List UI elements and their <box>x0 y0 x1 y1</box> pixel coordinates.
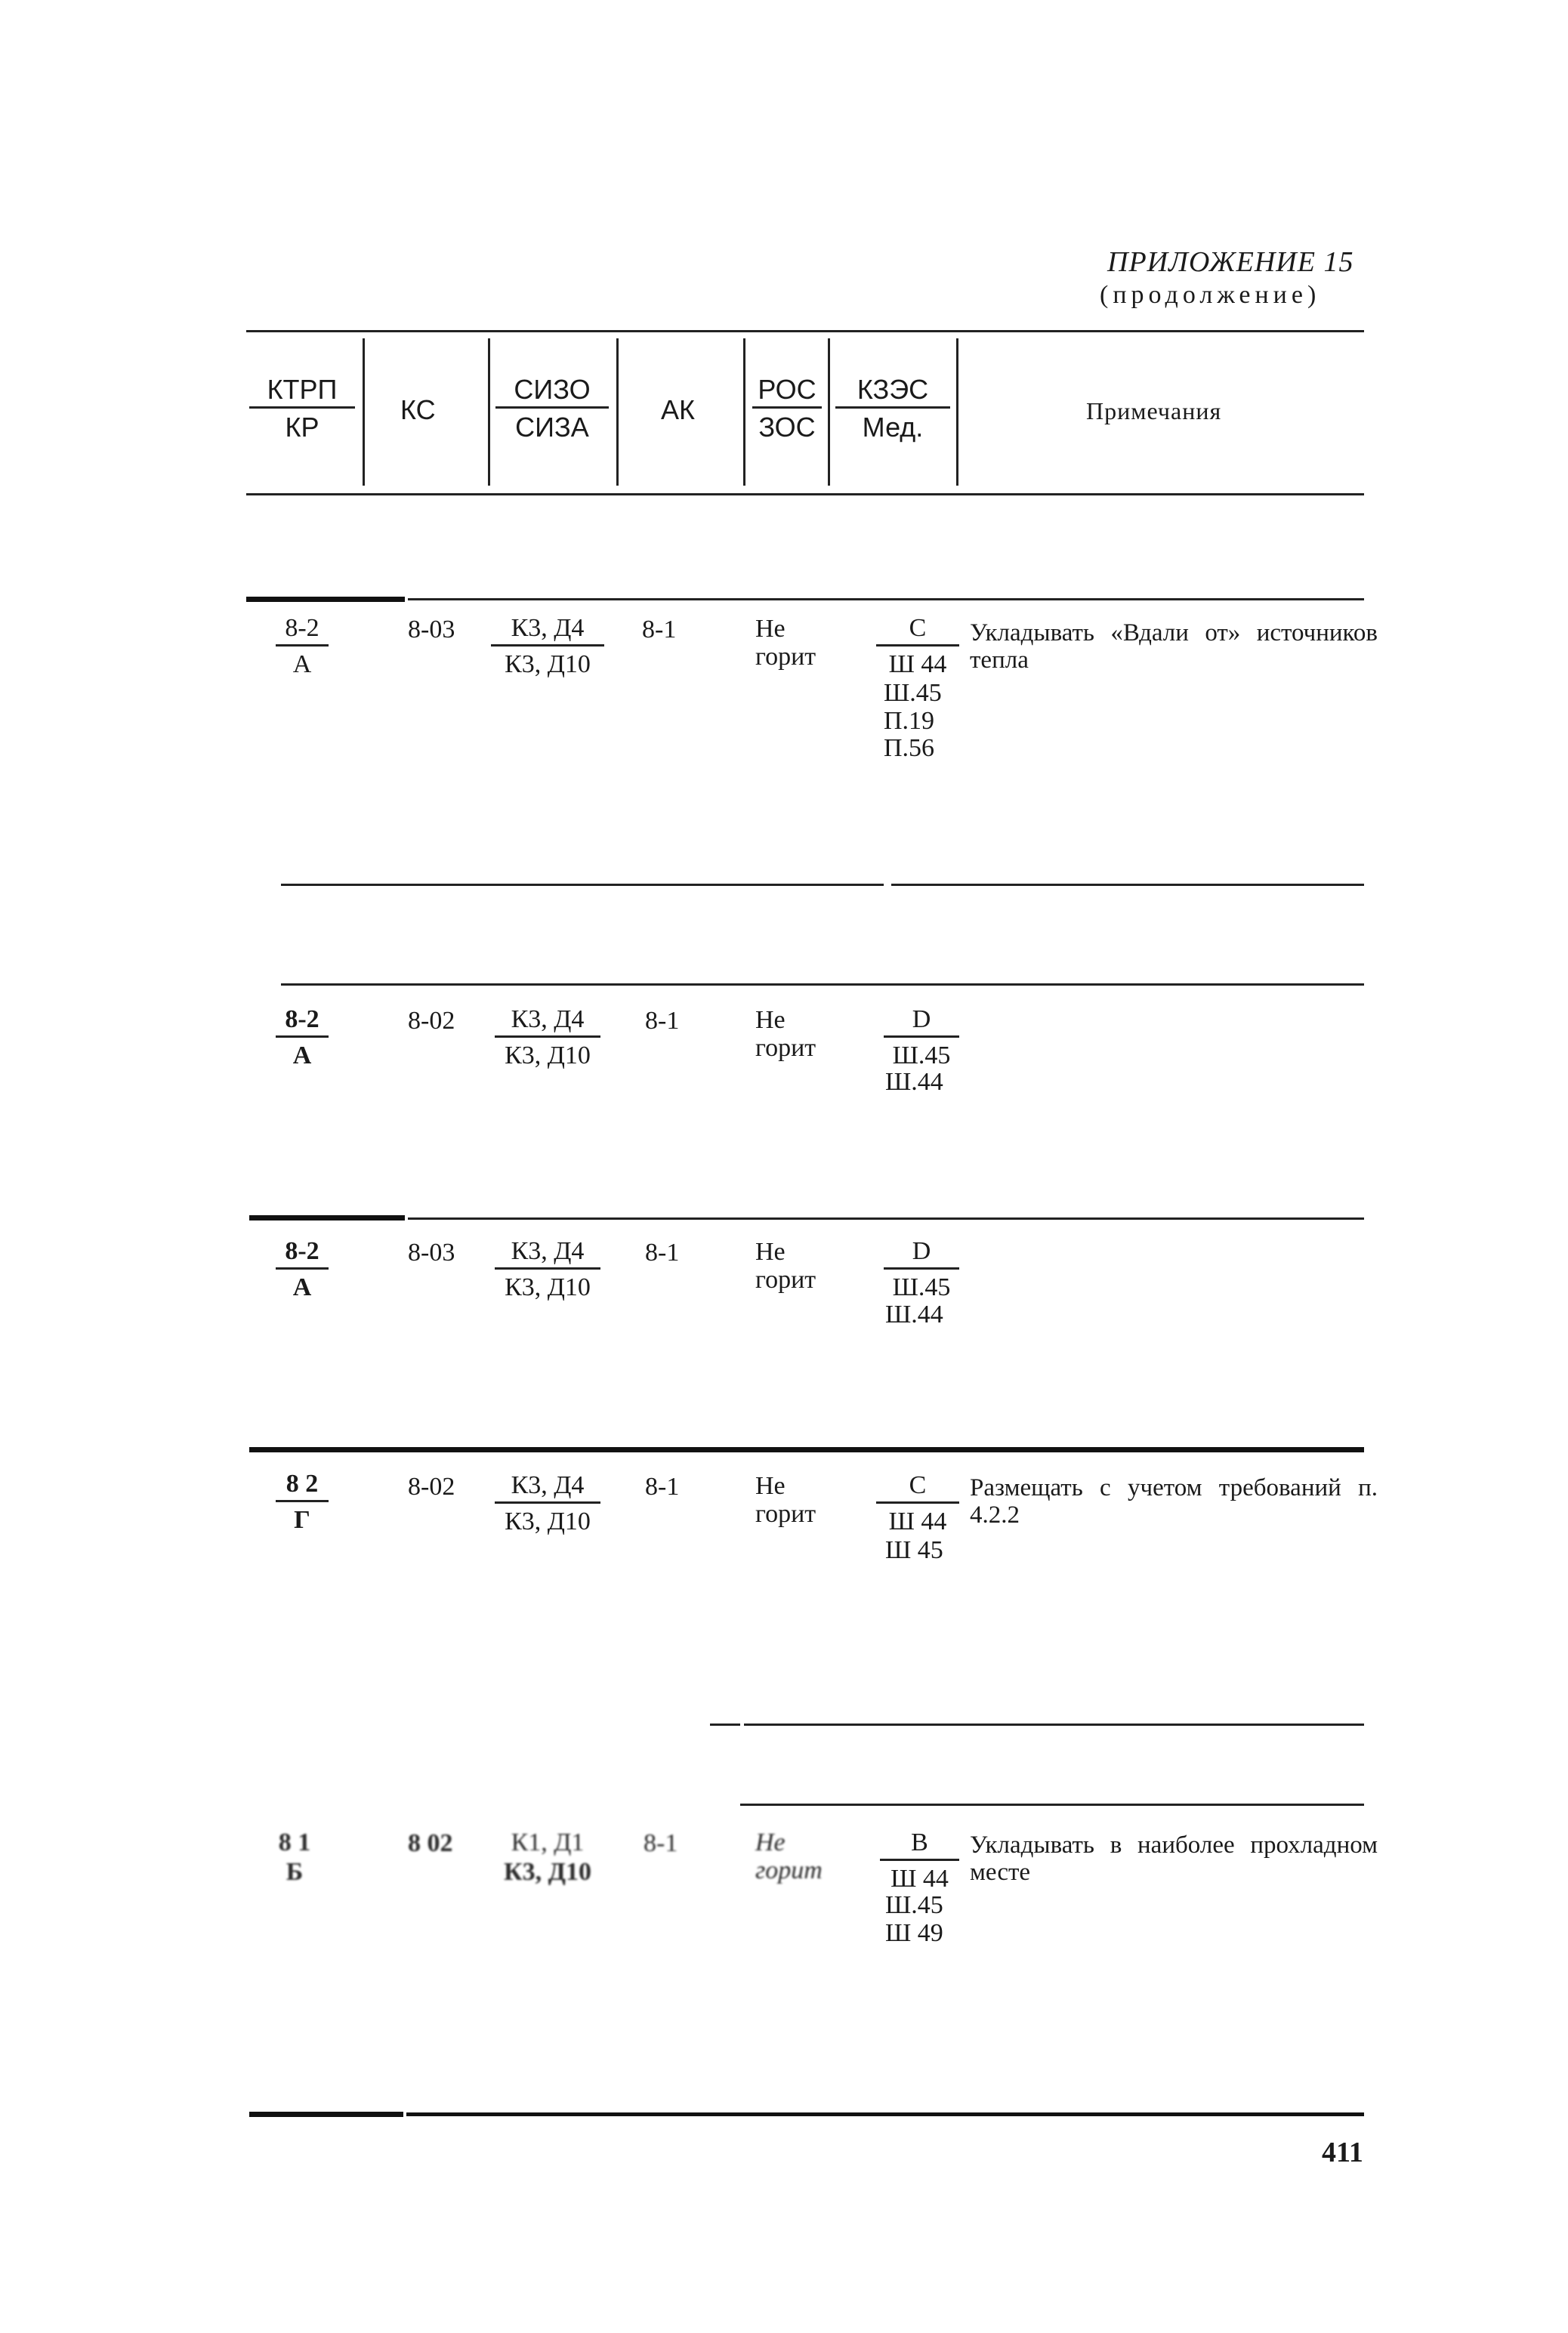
row4-note: Размещать с учетом требований п. 4.2.2 <box>970 1474 1378 1529</box>
table-cell: Ш.45 <box>892 1042 951 1070</box>
header-sizo: СИЗО <box>514 374 591 405</box>
table-cell: Б <box>286 1858 304 1887</box>
table-cell: Ш 44 <box>888 1508 947 1536</box>
row1-note: Укладывать «Вдали от» источников тепла <box>970 619 1378 674</box>
row4-sizo-siza <box>495 1470 600 1536</box>
row2-ros <box>755 1007 816 1062</box>
row3-ktrp-kr <box>276 1236 329 1302</box>
row3-ks: 8-03 <box>408 1239 455 1267</box>
row5-ak: 8-1 <box>644 1829 678 1857</box>
header-notes: Примечания <box>1086 397 1222 424</box>
header-separator <box>488 338 490 486</box>
table-cell: горит <box>755 1033 816 1062</box>
table-cell: Не <box>755 1828 786 1856</box>
table-cell: П.19 <box>884 706 935 735</box>
table-cell: Не <box>755 1238 786 1266</box>
row4-ros <box>755 1473 816 1528</box>
row4-ks: 8-02 <box>408 1473 455 1501</box>
header-ks: КС <box>400 394 436 425</box>
table-cell: горит <box>755 1265 816 1294</box>
header-ktrp: КТРП <box>267 374 338 405</box>
header-separator <box>363 338 365 486</box>
table-cell: 8 1 <box>278 1828 311 1856</box>
row4-med-extra: Ш 45 <box>885 1536 943 1564</box>
row2-ks: 8-02 <box>408 1007 455 1035</box>
table-cell: Ш 44 <box>890 1865 949 1893</box>
table-cell: 8-2 <box>285 1005 319 1033</box>
row1-ak: 8-1 <box>642 616 677 643</box>
table-cell: горит <box>755 642 816 671</box>
row1-med-extra <box>884 680 942 763</box>
table-cell: Г <box>294 1506 310 1535</box>
row1-ks: 8-03 <box>408 616 455 643</box>
table-cell: Ш.45 <box>892 1273 951 1302</box>
row3-sizo-siza <box>495 1236 600 1302</box>
header-ros: РОС <box>758 374 816 405</box>
table-cell: 8-2 <box>285 1237 319 1265</box>
row-separator <box>408 1217 1364 1220</box>
header-sizo-siza <box>495 374 609 443</box>
row2-sizo-siza <box>495 1004 600 1070</box>
table-cell: К3, Д4 <box>511 614 585 642</box>
table-cell: К3, Д4 <box>511 1237 585 1265</box>
header-separator <box>828 338 830 486</box>
row2-ktrp-kr <box>276 1004 329 1070</box>
header-zos: ЗОС <box>758 412 816 443</box>
row2-kzes <box>884 1004 959 1070</box>
row3-ros <box>755 1239 816 1294</box>
table-bottom-rule <box>406 2112 1364 2116</box>
row-separator <box>710 1724 740 1726</box>
header-kr: КР <box>285 412 319 443</box>
table-cell: 8 2 <box>286 1470 319 1498</box>
header-ktrp-kr <box>249 374 355 443</box>
row-separator <box>891 884 1364 886</box>
table-cell: С <box>909 614 927 642</box>
table-bottom-rule <box>249 2112 403 2117</box>
row3-ak: 8-1 <box>645 1239 680 1267</box>
row2-med-extra: Ш.44 <box>885 1068 943 1096</box>
table-cell: Ш.45 <box>884 679 942 707</box>
row1-kzes <box>876 613 959 679</box>
row4-kzes <box>876 1470 959 1536</box>
row2-ak: 8-1 <box>645 1007 680 1035</box>
appendix-subtitle: (продолжение) <box>1100 281 1321 309</box>
table-cell: D <box>912 1237 931 1265</box>
row5-note: Укладывать в наиболее прохладном месте <box>970 1832 1378 1887</box>
table-cell: Ш 49 <box>885 1918 943 1947</box>
table-cell: К3, Д4 <box>511 1005 585 1033</box>
header-separator <box>616 338 619 486</box>
row1-ros <box>755 616 816 671</box>
row-separator <box>281 983 1364 986</box>
header-siza: СИЗА <box>515 412 589 443</box>
header-separator <box>956 338 958 486</box>
table-cell: С <box>909 1471 927 1499</box>
header-kzes: КЗЭС <box>857 374 929 405</box>
table-cell: горит <box>755 1856 823 1884</box>
table-cell: D <box>912 1005 931 1033</box>
header-top-rule <box>246 330 1364 332</box>
table-cell: Не <box>755 1472 786 1500</box>
table-cell: А <box>292 1042 312 1070</box>
row4-ak: 8-1 <box>645 1473 680 1501</box>
row4-ktrp-kr <box>276 1469 329 1535</box>
table-cell: 8-2 <box>285 614 319 642</box>
row5-ros <box>755 1829 823 1884</box>
header-kzes-med <box>835 374 950 443</box>
row-separator <box>740 1804 1364 1806</box>
row5-sizo-siza <box>495 1828 600 1887</box>
row1-sizo-siza <box>491 613 604 679</box>
table-cell: А <box>292 650 312 679</box>
table-cell: П.56 <box>884 734 935 763</box>
table-cell: К3, Д10 <box>505 1508 591 1536</box>
table-cell: К3, Д10 <box>505 1273 591 1302</box>
row3-med-extra: Ш.44 <box>885 1301 943 1329</box>
table-cell: горит <box>755 1499 816 1528</box>
row5-med-extra <box>885 1892 943 1947</box>
table-cell: К3, Д10 <box>505 650 591 679</box>
table-cell: К1, Д1 <box>511 1828 585 1856</box>
table-cell: К3, Д10 <box>503 1858 592 1887</box>
appendix-title: ПРИЛОЖЕНИЕ 15 <box>1107 246 1354 278</box>
header-separator <box>743 338 745 486</box>
header-ros-zos <box>752 374 822 443</box>
table-cell: Ш.45 <box>885 1891 943 1919</box>
header-bottom-rule <box>246 493 1364 495</box>
row5-ktrp-kr <box>268 1828 321 1887</box>
row-separator <box>246 597 405 602</box>
row5-ks: 8 02 <box>408 1829 453 1857</box>
header-med: Мед. <box>862 412 924 443</box>
header-ak: АК <box>661 394 695 425</box>
row-separator <box>249 1215 405 1221</box>
row-separator <box>408 598 1364 600</box>
row-separator <box>744 1724 1364 1726</box>
row1-ktrp-kr <box>276 613 329 679</box>
table-cell: Не <box>755 1006 786 1034</box>
row3-kzes <box>884 1236 959 1302</box>
table-cell: К3, Д10 <box>505 1042 591 1070</box>
page-number: 411 <box>1322 2137 1363 2168</box>
row-separator <box>281 884 884 886</box>
table-cell: Не <box>755 615 786 643</box>
table-cell: В <box>911 1828 928 1856</box>
table-cell: К3, Д4 <box>511 1471 585 1499</box>
table-cell: Ш 44 <box>888 650 947 679</box>
table-cell: А <box>292 1273 312 1302</box>
row5-kzes <box>880 1828 959 1893</box>
row-separator <box>249 1447 1364 1452</box>
